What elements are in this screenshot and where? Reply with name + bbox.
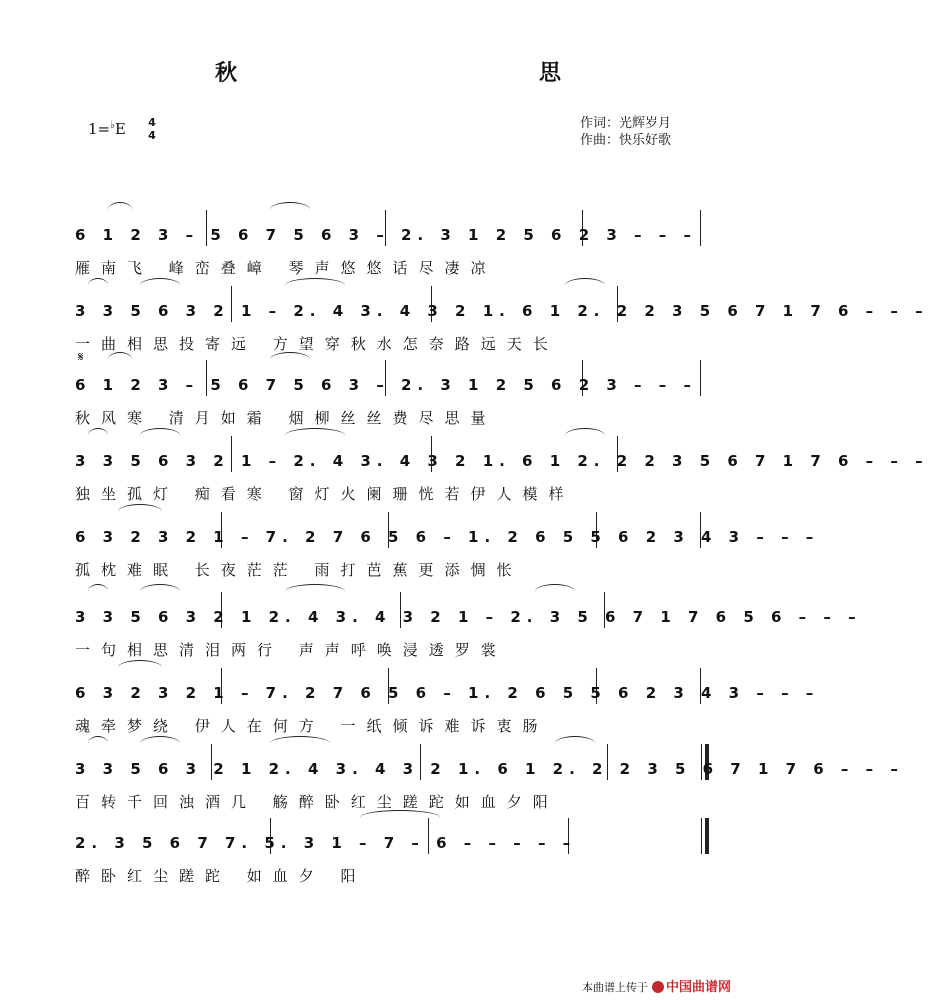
flat-sign: ♭ <box>110 120 115 131</box>
notation: 3 3 5 6 3 2 1 – 2. 4 3. 4 3 2 1. 6 1 2. 2 2 3 5 6 7 1 7 6 – – – <box>75 302 929 320</box>
lyrics: 独坐孤灯 痴看寒 窗灯火阑珊恍若伊人模样 <box>75 485 575 503</box>
key-tonic: E <box>114 120 126 138</box>
composer: 作曲：快乐好歌 <box>580 133 672 148</box>
notation: 3 3 5 6 3 2 1 2. 4 3. 4 3 2 1 – 2. 3 5 6 7 1 7 6 5 6 – – – <box>75 608 862 626</box>
notation: 2. 3 5 6 7 7. 5. 3 1 – 7 – 6 – – – – – <box>75 834 577 852</box>
lyrics: 醉卧红尘蹉跎 如血夕 阳 <box>75 867 367 885</box>
segno-icon: 𝄋 <box>78 350 84 365</box>
key-prefix: 1= <box>88 120 111 138</box>
footer <box>582 976 731 995</box>
time-signature <box>146 116 158 142</box>
notation: 6 1 2 3 – 5 6 7 5 6 3 – 2. 3 1 2 5 6 2 3 – – – <box>75 226 697 244</box>
lyrics: 孤枕难眠 长夜茫茫 雨打芭蕉更添惆怅 <box>75 561 523 579</box>
meter-bottom: 4 <box>148 129 156 142</box>
notation: 6 3 2 3 2 1 – 7. 2 7 6 5 6 – 1. 2 6 5 5 6 2 3 4 3 – – – <box>75 528 820 546</box>
lyrics: 秋风寒 清月如霜 烟柳丝丝费尽思量 <box>75 409 497 427</box>
score-line <box>0 830 776 906</box>
score-line <box>0 680 820 756</box>
score-line <box>0 222 776 298</box>
site-logo-icon <box>652 981 664 993</box>
footer-text: 本曲谱上传于 <box>582 981 648 994</box>
lyrics: 魂牵梦绕 伊人在何方 一纸倾诉难诉衷肠 <box>75 717 549 735</box>
meter-top: 4 <box>148 116 156 129</box>
lyrics: 一句相思清泪两行 声声呼唤浸透罗裳 <box>75 641 507 659</box>
credits <box>580 115 671 149</box>
notation: 6 1 2 3 – 5 6 7 5 6 3 – 2. 3 1 2 5 6 2 3 – – – <box>75 376 697 394</box>
notation: 3 3 5 6 3 2 1 – 2. 4 3. 4 3 2 1. 6 1 2. 2 2 3 5 6 7 1 7 6 – – – <box>75 452 929 470</box>
page-title: 秋 思 <box>214 61 701 86</box>
score-line <box>0 524 820 600</box>
lyrics: 雁南飞 峰峦叠嶂 琴声悠悠话尽凄凉 <box>75 259 497 277</box>
notation: 3 3 5 6 3 2 1 2. 4 3. 4 3 2 1. 6 1 2. 2 2 3 5 6 7 1 7 6 – – – <box>75 760 904 778</box>
key-signature <box>88 120 126 138</box>
lyrics: 百转千回浊酒几 觞醉卧红尘蹉跎如血夕阳 <box>75 793 559 811</box>
lyrics: 一曲相思投寄远 方望穿秋水怎奈路远天长 <box>75 335 559 353</box>
lyricist: 作词：光辉岁月 <box>580 116 672 131</box>
score-line <box>0 372 776 448</box>
notation: 6 3 2 3 2 1 – 7. 2 7 6 5 6 – 1. 2 6 5 5 6 2 3 4 3 – – – <box>75 684 820 702</box>
footer-brand[interactable]: 中国曲谱网 <box>666 980 732 995</box>
